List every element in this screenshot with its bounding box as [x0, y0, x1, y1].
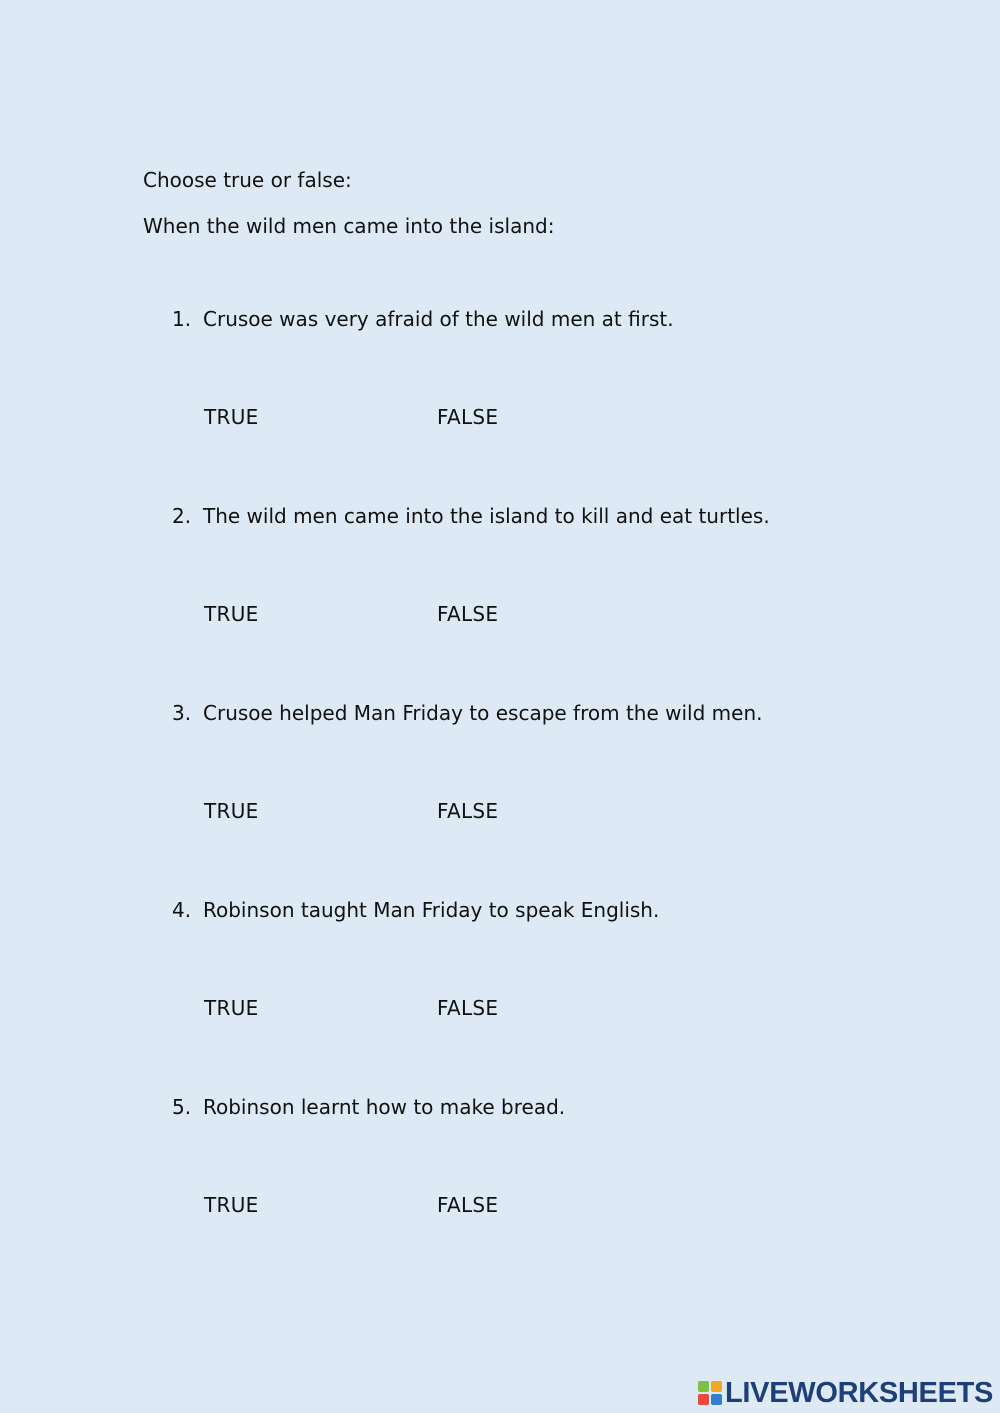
question-number: 1.	[172, 307, 192, 331]
liveworksheets-branding[interactable]	[698, 1378, 993, 1408]
true-option-2[interactable]: TRUE	[204, 602, 259, 626]
question-2	[172, 504, 770, 528]
question-text: Crusoe helped Man Friday to escape from the wild men.	[203, 701, 763, 725]
question-number: 5.	[172, 1095, 192, 1119]
question-text: The wild men came into the island to kill and eat turtles.	[203, 504, 770, 528]
question-text: Crusoe was very afraid of the wild men at first.	[203, 307, 674, 331]
question-number: 2.	[172, 504, 192, 528]
liveworksheets-logo-icon	[698, 1381, 722, 1405]
instruction-line-1: Choose true or false:	[143, 168, 352, 192]
logo-tile-green	[698, 1381, 709, 1392]
false-option-3[interactable]: FALSE	[437, 799, 499, 823]
true-option-4[interactable]: TRUE	[204, 996, 259, 1020]
logo-tile-blue	[711, 1394, 722, 1405]
true-option-1[interactable]: TRUE	[204, 405, 259, 429]
true-option-3[interactable]: TRUE	[204, 799, 259, 823]
false-option-1[interactable]: FALSE	[437, 405, 499, 429]
question-number: 4.	[172, 898, 192, 922]
question-text: Robinson learnt how to make bread.	[203, 1095, 566, 1119]
question-text: Robinson taught Man Friday to speak English.	[203, 898, 660, 922]
question-3	[172, 701, 762, 725]
false-option-4[interactable]: FALSE	[437, 996, 499, 1020]
logo-tile-red	[698, 1394, 709, 1405]
true-option-5[interactable]: TRUE	[204, 1193, 259, 1217]
false-option-5[interactable]: FALSE	[437, 1193, 499, 1217]
brand-text: LIVEWORKSHEETS	[725, 1376, 994, 1409]
logo-tile-orange	[711, 1381, 722, 1392]
question-5	[172, 1095, 565, 1119]
instruction-line-2: When the wild men came into the island:	[143, 214, 555, 238]
question-number: 3.	[172, 701, 192, 725]
question-1	[172, 307, 674, 331]
question-4	[172, 898, 659, 922]
false-option-2[interactable]: FALSE	[437, 602, 499, 626]
